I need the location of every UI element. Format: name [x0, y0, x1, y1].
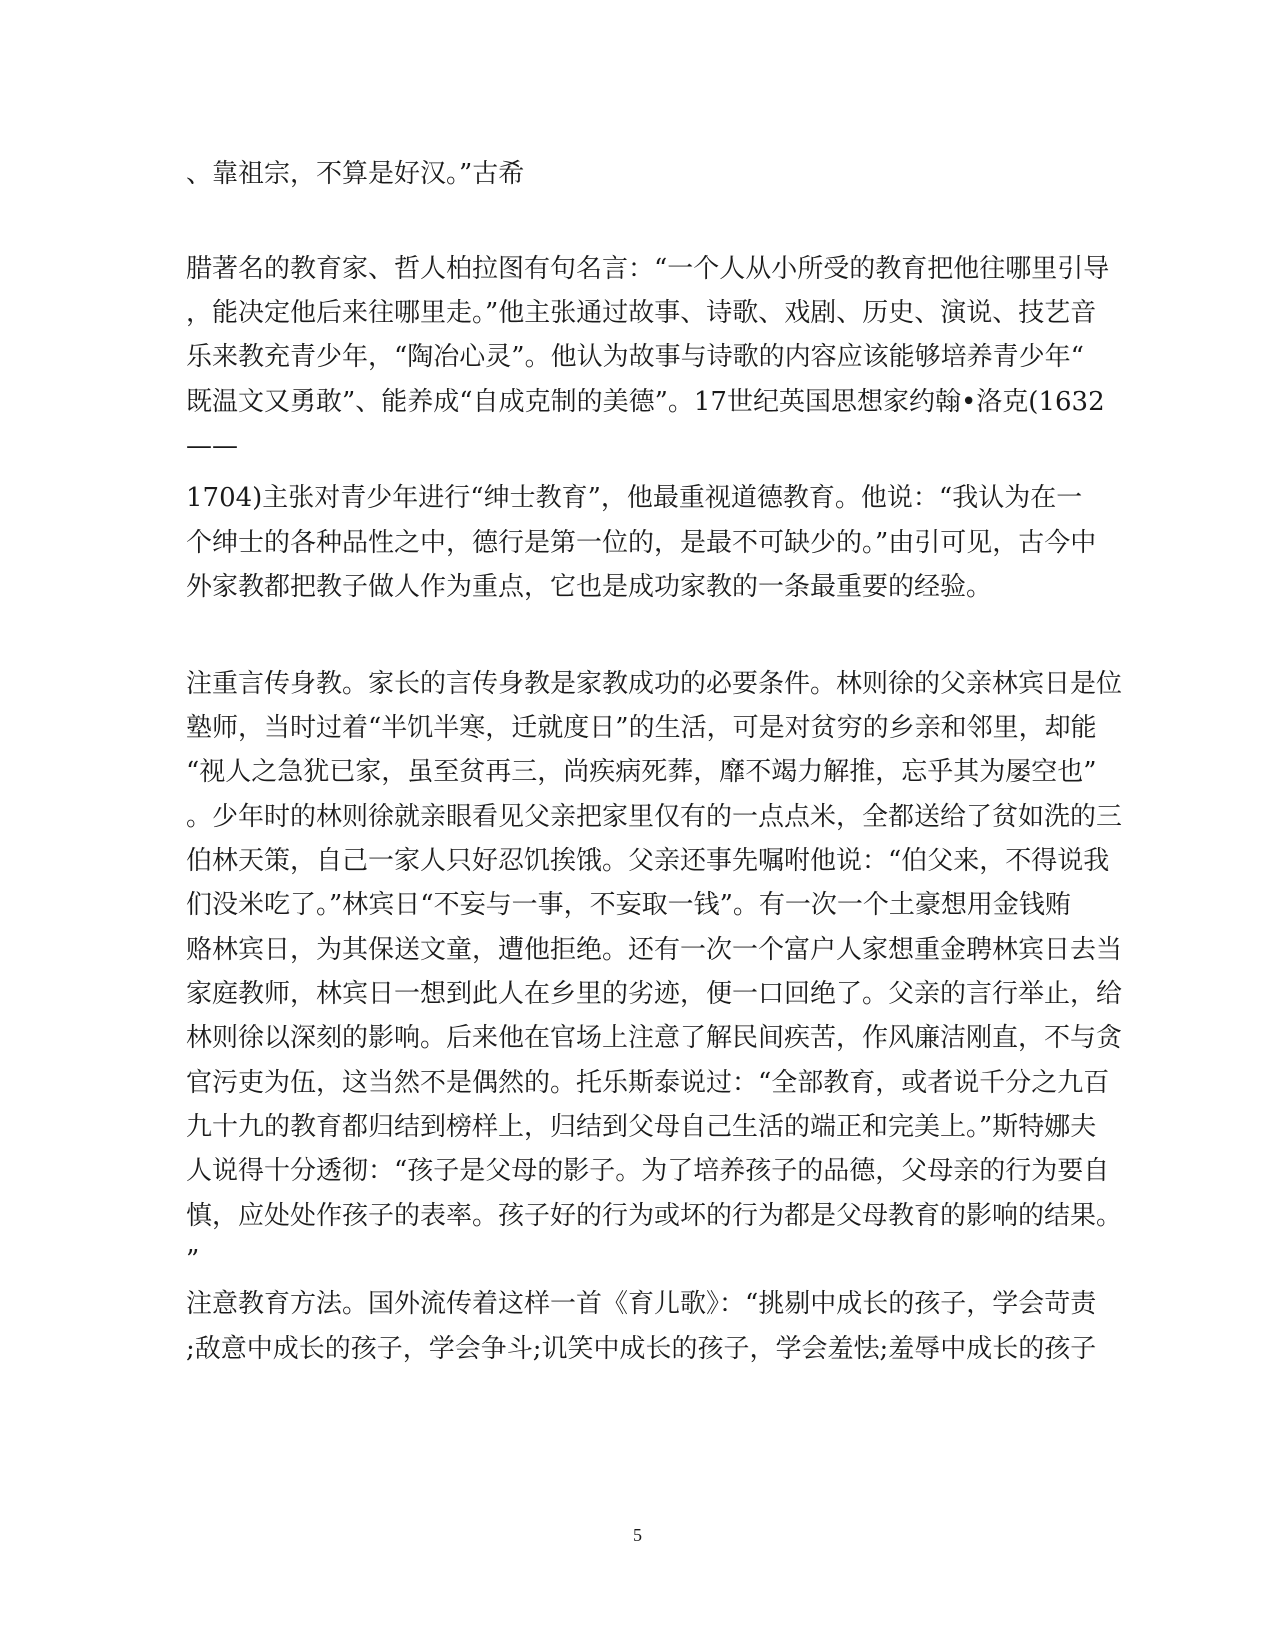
text-line: 个绅士的各种品性之中，德行是第一位的，是最不可缺少的。”由引可见，古今中	[186, 528, 1097, 558]
text-line: 赂林宾日，为其保送文童，遭他拒绝。还有一次一个富户人家想重金聘林宾日去当	[186, 935, 1123, 965]
text-line: 塾师，当时过着“半饥半寒，迁就度日”的生活，可是对贫穷的乡亲和邻里，却能	[186, 713, 1097, 743]
text-line: 伯林天策，自己一家人只好忍饥挨饿。父亲还事先嘱咐他说：“伯父来，不得说我	[186, 846, 1110, 876]
text-line: 们没米吃了。”林宾日“不妄与一事，不妄取一钱”。有一次一个土豪想用金钱贿	[186, 890, 1071, 920]
text-line: 1704)主张对青少年进行“绅士教育”，他最重视道德教育。他说：“我认为在一	[186, 483, 1083, 513]
text-line: ”	[186, 1245, 200, 1275]
text-line: 慎，应处处作孩子的表率。孩子好的行为或坏的行为都是父母教育的影响的结果。	[186, 1201, 1123, 1231]
text-line: 既温文又勇敢”、能养成“自成克制的美德”。17世纪英国思想家约翰•洛克(1632	[186, 387, 1105, 417]
text-line: 林则徐以深刻的影响。后来他在官场上注意了解民间疾苦，作风廉洁刚直，不与贪	[186, 1023, 1123, 1053]
text-line: ，能决定他后来往哪里走。”他主张通过故事、诗歌、戏剧、历史、演说、技艺音	[186, 298, 1097, 328]
text-line: 外家教都把教子做人作为重点，它也是成功家教的一条最重要的经验。	[186, 572, 993, 602]
text-line: 。少年时的林则徐就亲眼看见父亲把家里仅有的一点点米，全都送给了贫如洗的三	[186, 802, 1123, 832]
text-line: 九十九的教育都归结到榜样上，归结到父母自己生活的端正和完美上。”斯特娜夫	[186, 1112, 1097, 1142]
text-line: 官污吏为伍，这当然不是偶然的。托乐斯泰说过：“全部教育，或者说千分之九百	[186, 1068, 1110, 1098]
text-line: “视人之急犹已家，虽至贫再三，尚疾病死葬，靡不竭力解推，忘乎其为屡空也”	[186, 757, 1097, 787]
text-line: 注重言传身教。家长的言传身教是家教成功的必要条件。林则徐的父亲林宾日是位	[186, 669, 1123, 699]
text-line: 腊著名的教育家、哲人柏拉图有句名言：“一个人从小所受的教育把他往哪里引导	[186, 254, 1110, 284]
text-line: 、靠祖宗，不算是好汉。”古希	[186, 159, 525, 189]
text-line: 乐来教充青少年，“陶冶心灵”。他认为故事与诗歌的内容应该能够培养青少年“	[186, 342, 1084, 372]
text-line: 家庭教师，林宾日一想到此人在乡里的劣迹，便一口回绝了。父亲的言行举止，给	[186, 979, 1123, 1009]
text-line: 注意教育方法。国外流传着这样一首《育儿歌》：“挑剔中成长的孩子，学会苛责	[186, 1289, 1097, 1319]
text-line: 人说得十分透彻：“孩子是父母的影子。为了培养孩子的品德，父母亲的行为要自	[186, 1156, 1110, 1186]
page-number: 5	[633, 1525, 642, 1545]
text-line: ;敌意中成长的孩子，学会争斗;讥笑中成长的孩子，学会羞怯;羞辱中成长的孩子	[186, 1334, 1097, 1364]
text-line: ——	[186, 431, 238, 461]
